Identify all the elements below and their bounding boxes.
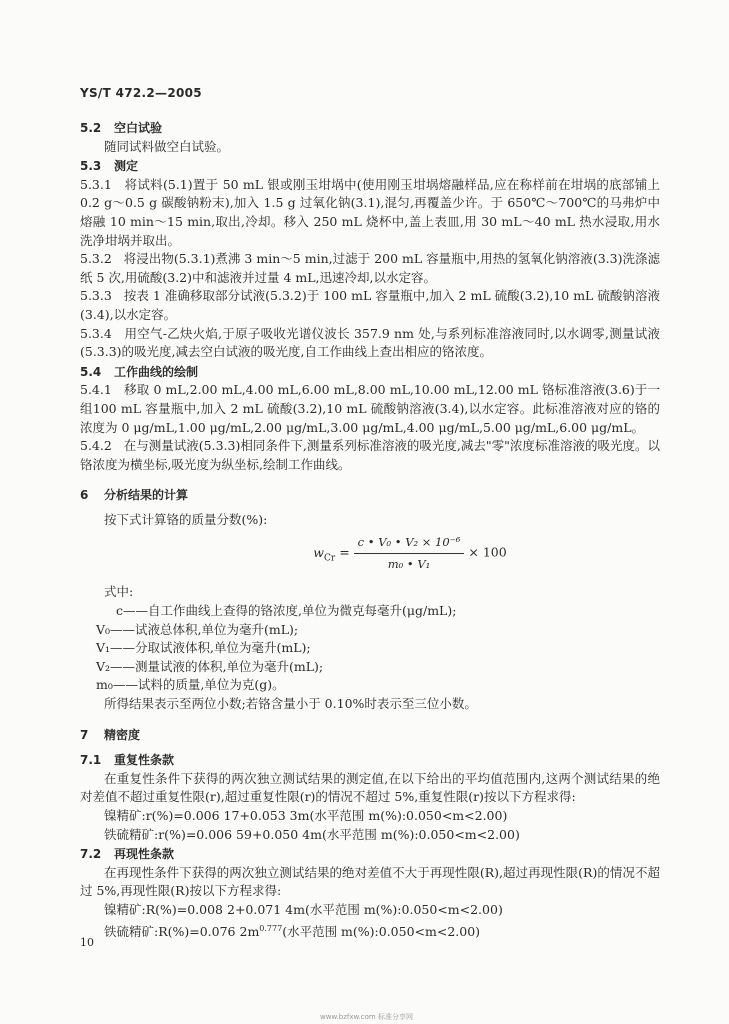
section-5-3-3: 5.3.3 按表 1 准确移取部分试液(5.3.2)于 100 mL 容量瓶中,加入 2 mL 硫酸(3.2),10 mL 硫酸钠溶液(3.4),以水定容。 xyxy=(80,288,660,322)
section-5-3-heading: 5.3 测定 xyxy=(80,159,139,174)
standard-code: YS/T 472.2—2005 xyxy=(80,86,202,100)
section-7-2-heading: 7.2 再现性条款 xyxy=(80,847,175,862)
formula-var-m0: m₀——试料的质量,单位为克(g)。 xyxy=(96,677,285,693)
chromium-mass-fraction-formula xyxy=(160,533,660,577)
formula-lhs: $w_{Cr}$ xyxy=(313,545,336,564)
section-7-1-text: 在重复性条件下获得的两次独立测试结果的测定值,在以下给出的平均值范围内,这两个测试结果的绝对差值不超过重复性限(r),超过重复性限(r)的情况不超过 5%,重复性限(r)按以下方程求得: xyxy=(80,770,660,805)
document-body xyxy=(80,118,660,941)
formula-fraction xyxy=(354,533,465,573)
formula-denominator: m₀ • V₁ xyxy=(387,557,431,572)
formula-var-v2: V₂——测量试液的体积,单位为毫升(mL); xyxy=(96,658,324,674)
section-5-4-heading: 5.4 工作曲线的绘制 xyxy=(80,364,199,379)
repeatability-eq-nickel: 镍精矿:r(%)=0.006 17+0.053 3m(水平范围 m(%):0.050<m<2.00) xyxy=(104,808,508,823)
section-6-intro: 按下式计算铬的质量分数(%): xyxy=(104,511,268,527)
result-precision-note: 所得结果表示至两位小数;若铬含量小于 0.10%时表示至三位小数。 xyxy=(104,696,477,712)
formula-var-v0: V₀——试液总体积,单位为毫升(mL); xyxy=(96,621,299,637)
section-5-2-heading: 5.2 空白试验 xyxy=(80,121,163,135)
formula-where: 式中: xyxy=(104,584,134,600)
section-5-4-1: 5.4.1 移取 0 mL,2.00 mL,4.00 mL,6.00 mL,8.00 mL,10.00 mL,12.00 mL 铬标准溶液(3.6)于一组100 mL 容量瓶中,加入 2 mL 硫酸(3.2),10 mL 硫酸钠溶液(3.4),以水定容。此标准溶液对应的铬的浓度为 0 μg/mL,1.00 μg/mL,2.00 μg/mL,3.00 μg/mL,4.00 μg/mL,5.00 μg/mL,6.00 μg/mL。 xyxy=(80,382,660,435)
formula-tail: × 100 xyxy=(468,545,507,561)
section-5-3-1: 5.3.1 将试料(5.1)置于 50 mL 银或刚玉坩埚中(使用刚玉坩埚熔融样品,应在称样前在坩埚的底部铺上 0.2 g～0.5 g 碳酸钠粉末),加入 1.5 g 过氧化钠(3.1),混匀,再覆盖少许。于 650℃～700℃的马弗炉中熔融 10 min～15 min,取出,冷却。移入 250 mL 烧杯中,盖上表皿,用 30 mL～40 mL 热水浸取,用水洗净坩埚并取出。 xyxy=(80,176,660,248)
formula-numerator: c • V₀ • V₂ × 10⁻⁶ xyxy=(354,533,465,554)
section-5-2-text: 随同试料做空白试验。 xyxy=(104,138,230,154)
reproducibility-eq-iron-sulfur: 铁硫精矿:R(%)=0.076 $2m^{0.777}$(水平范围 m(%):0.050<m<2.00) xyxy=(104,923,481,939)
page-number: 10 xyxy=(80,936,94,949)
section-5-3-4: 5.3.4 用空气-乙炔火焰,于原子吸收光谱仪波长 357.9 nm 处,与系列标准溶液同时,以水调零,测量试液(5.3.3)的吸光度,减去空白试液的吸光度,自工作曲线上查出相应的铬浓度。 xyxy=(80,325,660,360)
section-7-2-text: 在再现性条件下获得的两次独立测试结果的绝对差值不大于再现性限(R),超过再现性限(R)的情况不超过 5%,再现性限(R)按以下方程求得: xyxy=(80,864,660,899)
section-6-heading: 6 分析结果的计算 xyxy=(80,488,189,503)
section-5-4-2: 5.4.2 在与测量试液(5.3.3)相同条件下,测量系列标准溶液的吸光度,减去"零"浓度标准溶液的吸光度。以铬浓度为横坐标,吸光度为纵坐标,绘制工作曲线。 xyxy=(80,438,660,472)
section-5-3-2: 5.3.2 将浸出物(5.3.1)煮沸 3 min～5 min,过滤于 200 mL 容量瓶中,用热的氢氧化钠溶液(3.3)洗涤滤纸 5 次,用硫酸(3.2)中和滤液并过量 4 mL,迅速冷却,以水定容。 xyxy=(80,251,661,285)
watermark-text: www.bzfxw.com 标准分享网 xyxy=(320,1013,413,1021)
formula-var-v1: V₁——分取试液体积,单位为毫升(mL); xyxy=(96,640,311,656)
formula-equals: = xyxy=(339,545,350,561)
section-7-heading: 7 精密度 xyxy=(80,727,141,742)
repeatability-eq-iron-sulfur: 铁硫精矿:r(%)=0.006 59+0.050 4m(水平范围 m(%):0.050<m<2.00) xyxy=(104,826,520,842)
section-7-1-heading: 7.1 重复性条款 xyxy=(80,753,175,768)
formula-var-c: c——自工作曲线上查得的铬浓度,单位为微克每毫升(μg/mL); xyxy=(116,603,457,619)
reproducibility-eq-nickel: 镍精矿:R(%)=0.008 2+0.071 4m(水平范围 m(%):0.050<m<2.00) xyxy=(104,901,503,917)
